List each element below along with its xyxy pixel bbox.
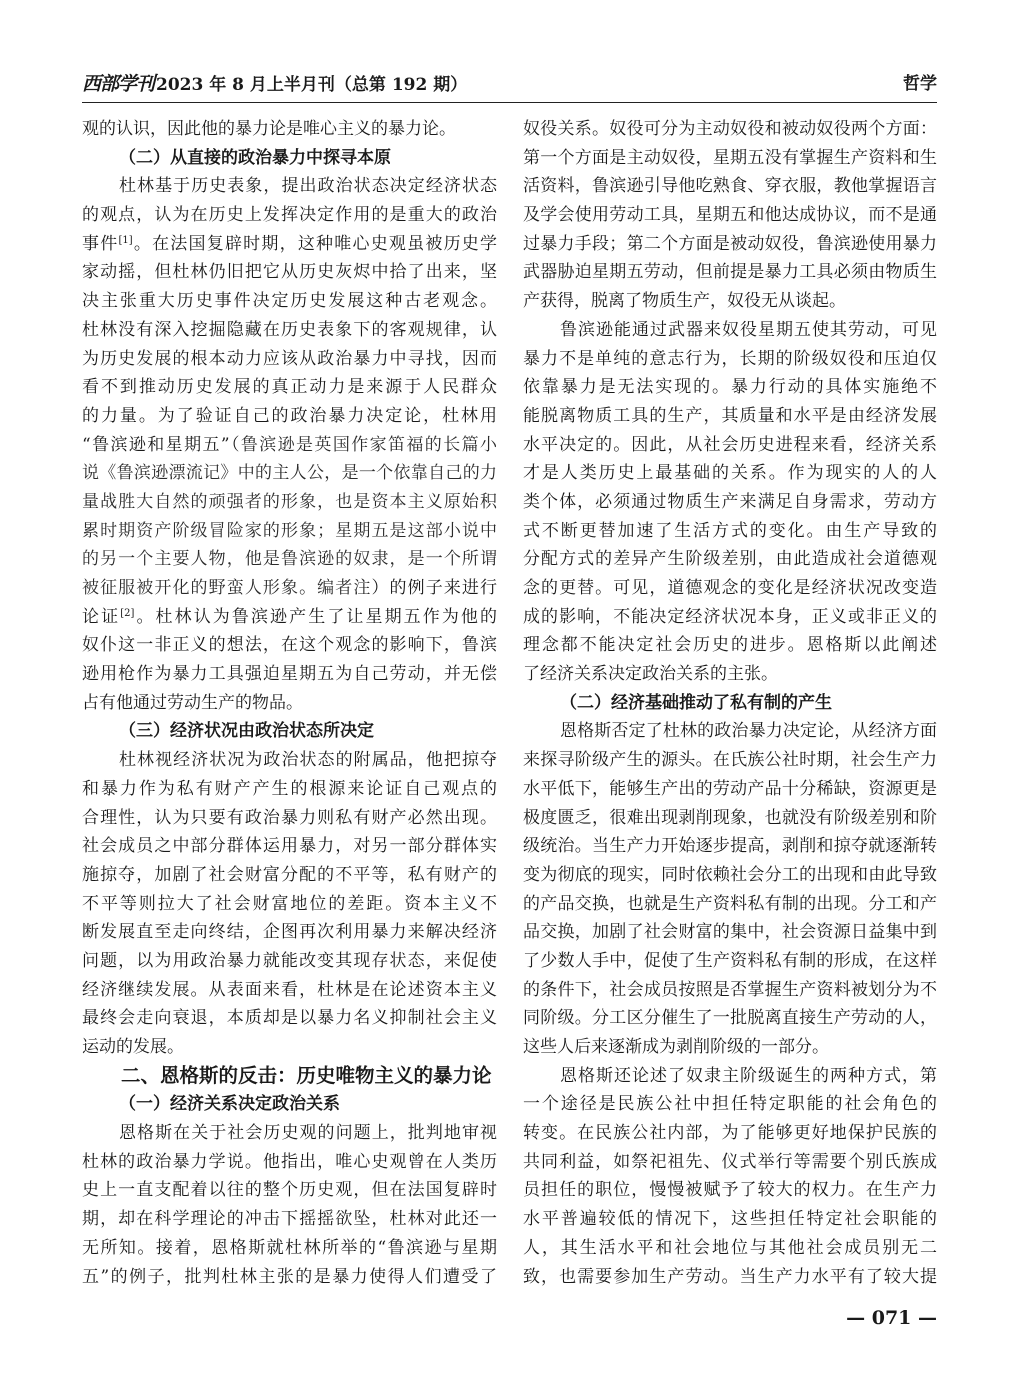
text-line: 史上一直支配着以往的整个历史观，但在法国复辟时 xyxy=(82,1180,497,1201)
paragraph xyxy=(82,746,497,1062)
text-line xyxy=(82,517,497,546)
text-line xyxy=(82,230,497,259)
journal-logo: 西部学刊 xyxy=(82,73,155,95)
text-line xyxy=(82,603,497,632)
text-line: 的产品交换，也就是生产资料私有制的出现。分工和产 xyxy=(523,893,937,914)
text-line: 断发展直至走向终结，企图再次利用暴力来解决经济 xyxy=(82,922,497,943)
text-line: 逊用枪作为暴力工具强迫星期五为自己劳动，并无偿 xyxy=(82,664,497,685)
text-line: 同阶级。分工区分催生了一批脱离直接生产劳动的人， xyxy=(523,1008,937,1029)
paragraph xyxy=(523,1062,937,1292)
editor-note-text: 的另一个主要人物，他是鲁滨逊的奴隶，是一个所谓 xyxy=(82,549,497,570)
text-run: ）的例子来进行 xyxy=(371,578,497,598)
text-line: 社会成员之中部分群体运用暴力，对另一部分群体实 xyxy=(82,836,497,857)
text-line: 致，也需要参加生产劳动。当生产力水平有了较大提 xyxy=(523,1266,937,1287)
issue-info: 2023 年 8 月上半月刊（总第 192 期） xyxy=(156,75,468,95)
running-header xyxy=(82,71,937,97)
text-line: 变为彻底的现实，同时依赖社会分工的出现和由此导致 xyxy=(523,864,937,885)
text-line xyxy=(82,459,497,488)
text-line: 鲁滨逊能通过武器来奴役星期五使其劳动，可见 xyxy=(560,319,937,340)
text-line xyxy=(82,488,497,517)
subsection-heading: （一）经济关系决定政治关系 xyxy=(119,1094,340,1115)
text-line: 依靠暴力是无法实现的。暴力行动的具体实施绝不 xyxy=(523,377,937,398)
text-line: 转变。在民族公社内部，为了能够更好地保护民族的 xyxy=(523,1123,937,1144)
editor-note-text: 鲁滨逊是英国作家笛福的长篇小 xyxy=(240,434,497,455)
text-line: 奴役关系。奴役可分为主动奴役和被动奴役两个方面： xyxy=(523,119,937,139)
text-line: 奴仆这一非正义的想法，在这个观念的影响下，鲁滨 xyxy=(82,635,497,656)
text-line: 为历史发展的根本动力应该从政治暴力中寻找，因而 xyxy=(82,348,497,369)
text-line: 活资料，鲁滨逊引导他吃熟食、穿衣服，教他掌握语言 xyxy=(523,176,937,197)
text-line: 杜林视经济状况为政治状态的附属品，他把掠夺 xyxy=(119,750,497,771)
paragraph xyxy=(82,115,497,144)
text-run: 论证 xyxy=(82,606,121,627)
text-line: 来探寻阶级产生的源头。在氏族公社时期，社会生产力 xyxy=(523,750,937,771)
editor-note-text: 累时期资产阶级冒险家的形象；星期五是这部小说中 xyxy=(82,520,497,541)
text-line: 一个途径是民族公社中担任特定职能的社会角色的 xyxy=(523,1094,937,1115)
text-run: “鲁滨逊和星期五”（ xyxy=(82,434,241,455)
text-run: 事件 xyxy=(82,233,119,254)
text-line: 了经济关系决定政治关系的主张。 xyxy=(523,664,778,685)
text-line: 经济继续发展。从表面来看，杜林是在论述资本主义 xyxy=(82,979,497,1000)
text-line: 理念都不能决定社会历史的进步。恩格斯以此阐述 xyxy=(523,635,937,656)
left-column xyxy=(82,115,497,1291)
text-line: 合理性，认为只要有政治暴力则私有财产必然出现。 xyxy=(82,807,497,828)
text-line: 恩格斯否定了杜林的政治暴力决定论，从经济方面 xyxy=(560,721,937,742)
subsection-heading: （二）从直接的政治暴力中探寻本原 xyxy=(119,147,391,168)
text-line: 这些人后来逐渐成为剥削阶级的一部分。 xyxy=(523,1037,829,1057)
text-line: 观的认识，因此他的暴力论是唯心主义的暴力论。 xyxy=(82,119,456,139)
paragraph xyxy=(523,316,937,689)
text-line: 的条件下，社会成员按照是否掌握生产资料被划分为不 xyxy=(523,979,937,1000)
text-line: 第一个方面是主动奴役，星期五没有掌握生产资料和生 xyxy=(523,147,937,168)
text-line: 家动摇，但杜林仍旧把它从历史灰烬中拾了出来，坚 xyxy=(82,262,497,283)
text-line: 和暴力作为私有财产产生的根源来论证自己观点的 xyxy=(82,778,497,799)
text-line: 过暴力手段；第二个方面是被动奴役，鲁滨逊使用暴力 xyxy=(523,233,937,254)
text-line: 五”的例子，批判杜林主张的是暴力使得人们遭受了 xyxy=(82,1266,497,1287)
text-line: 人，其生活水平和社会地位与其他社会成员别无二 xyxy=(523,1237,937,1258)
text-line: 杜林没有深入挖掘隐藏在历史表象下的客观规律，认 xyxy=(82,319,497,340)
text-line xyxy=(82,431,497,460)
right-column xyxy=(523,115,937,1291)
text-line: 品交换，加剧了社会财富的集中，社会资源日益集中到 xyxy=(523,922,937,943)
text-line: 运动的发展。 xyxy=(82,1037,184,1057)
text-line: 恩格斯在关于社会历史观的问题上，批判地审视 xyxy=(119,1123,497,1144)
text-line: 水平低下，能够生产出的劳动产品十分稀缺，资源更是 xyxy=(523,778,937,799)
editor-note-text: 被征服被开化的野蛮人形象。编者注 xyxy=(82,578,372,598)
text-line xyxy=(82,574,497,603)
text-line: 类个体，必须通过物质生产来满足自身需求，劳动方 xyxy=(523,491,937,512)
text-line: 看不到推动历史发展的真正动力是来源于人民群众 xyxy=(82,377,497,398)
page-number: — 071 — xyxy=(846,1307,937,1329)
text-line: 武器胁迫星期五劳动，但前提是暴力工具必须由物质生 xyxy=(523,262,937,283)
text-line: 级统治。当生产力开始逐步提高，剥削和掠夺就逐渐转 xyxy=(523,836,937,857)
text-line: 分配方式的差异产生阶级差别，由此造成社会道德观 xyxy=(523,549,937,570)
text-line: 水平决定的。因此，从社会历史进程来看，经济关系 xyxy=(523,434,937,455)
text-line: 施掠夺，加剧了社会财富分配的不平等，私有财产的 xyxy=(82,864,497,885)
text-line: 不平等则拉大了社会财富地位的差距。资本主义不 xyxy=(82,893,497,914)
subsection-heading: （三）经济状况由政治状态所决定 xyxy=(119,721,374,742)
paragraph xyxy=(523,717,937,1061)
text-run: 。在法国复辟时期，这种唯心史观虽被历史学 xyxy=(132,233,497,254)
text-line: 问题，以为用政治暴力就能改变其现存状态，来促使 xyxy=(82,950,497,971)
paragraph xyxy=(82,172,497,717)
text-line: 员担任的职位，慢慢被赋予了较大的权力。在生产力 xyxy=(523,1180,937,1201)
editor-note-text: 说《鲁滨逊漂流记》中的主人公，是一个依靠自己的力 xyxy=(82,463,497,484)
citation-marker: [2] xyxy=(120,607,135,619)
subsection-heading: （二）经济基础推动了私有制的产生 xyxy=(560,692,832,713)
text-line: 决主张重大历史事件决定历史发展这种古老观念。 xyxy=(82,291,497,312)
text-line: 的观点，认为在历史上发挥决定作用的是重大的政治 xyxy=(82,205,497,226)
text-line: 了少数人手中，促使了生产资料私有制的形成，在这样 xyxy=(523,950,937,971)
text-line: 式不断更替加速了生活方式的变化。由生产导致的 xyxy=(523,520,937,541)
text-run: 。杜林认为鲁滨逊产生了让星期五作为他的 xyxy=(134,606,497,627)
paragraph xyxy=(523,115,937,316)
text-line: 成的影响，不能决定经济状况本身，正义或非正义的 xyxy=(523,606,937,627)
header-rule xyxy=(82,102,937,103)
section-heading: 二、恩格斯的反击：历史唯物主义的暴力论 xyxy=(121,1063,492,1087)
text-line: 占有他通过劳动生产的物品。 xyxy=(82,692,303,713)
section-label: 哲学 xyxy=(903,74,937,94)
text-line: 最终会走向衰退，本质却是以暴力名义抑制社会主义 xyxy=(82,1008,497,1029)
text-line: 及学会使用劳动工具，星期五和他达成协议，而不是通 xyxy=(523,205,937,226)
text-line: 极度匮乏，很难出现剥削现象，也就没有阶级差别和阶 xyxy=(523,807,937,828)
text-line: 杜林的政治暴力学说。他指出，唯心史观曾在人类历 xyxy=(82,1151,497,1172)
text-line: 暴力不是单纯的意志行为，长期的阶级奴役和压迫仅 xyxy=(523,348,937,369)
text-line: 共同利益，如祭祀祖先、仪式举行等需要个别氏族成 xyxy=(523,1151,937,1172)
text-line: 才是人类历史上最基础的关系。作为现实的人的人 xyxy=(523,463,937,484)
text-line: 产获得，脱离了物质生产，奴役无从谈起。 xyxy=(523,291,846,312)
paragraph xyxy=(82,1119,497,1291)
text-line: 的力量。为了验证自己的政治暴力决定论，杜林用 xyxy=(82,405,497,426)
editor-note-text: 量战胜大自然的顽强者的形象，也是资本主义原始积 xyxy=(82,491,497,512)
text-line: 能脱离物质工具的生产，其质量和水平是由经济发展 xyxy=(523,405,937,426)
text-line: 无所知。接着，恩格斯就杜林所举的“鲁滨逊与星期 xyxy=(82,1237,497,1258)
text-line: 水平普遍较低的情况下，这些担任特定社会职能的 xyxy=(523,1209,937,1230)
text-line: 念的更替。可见，道德观念的变化是经济状况改变造 xyxy=(523,578,937,598)
citation-marker: [1] xyxy=(118,234,133,246)
text-line: 杜林基于历史表象，提出政治状态决定经济状态 xyxy=(119,176,497,197)
text-line: 期，却在科学理论的冲击下摇摇欲坠，杜林对此还一 xyxy=(82,1209,497,1230)
text-line xyxy=(82,545,497,574)
text-line: 恩格斯还论述了奴隶主阶级诞生的两种方式，第 xyxy=(560,1065,937,1086)
